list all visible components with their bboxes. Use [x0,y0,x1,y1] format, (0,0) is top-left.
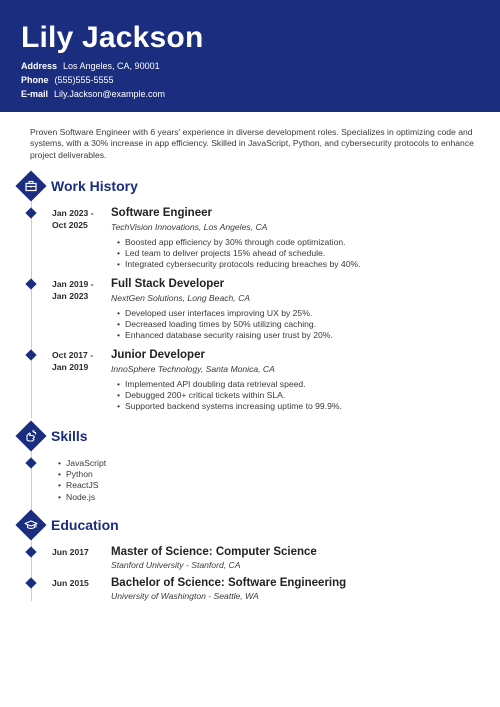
job-title: Full Stack Developer [111,278,225,290]
job-date: Jan 2023 - Oct 2025 [52,208,94,230]
professional-summary: Proven Software Engineer with 6 years' experience in diverse development roles. Specializes in optimizing code and systems, with a 30% increase in app efficiency. Skilled in JavaScript, Python, and cybersecurity protocols to enhance project deliverables. [30,127,474,160]
list-item: • Enhanced database security raising user trust by 20%. [117,330,333,341]
contact-address [21,61,160,72]
list-item: • Implemented API doubling data retrieval speed. [117,379,342,390]
contact-label: Address [21,61,58,71]
timeline-dot [25,577,36,588]
job-company: NextGen Solutions, Long Beach, CA [111,293,251,303]
timeline-dot [25,349,36,360]
contact-label: Phone [21,75,49,85]
list-item: • Debugged 200+ critical tickets within SLA. [117,390,342,401]
school-name: Stanford University - Stanford, CA [111,560,241,570]
timeline-dot [25,207,36,218]
contact-label: E-mail [21,89,49,99]
contact-value: Los Angeles, CA, 90001 [63,61,160,71]
timeline-dot [25,457,36,468]
degree-title: Master of Science: Computer Science [111,546,317,558]
job-company: TechVision Innovations, Los Angeles, CA [111,222,268,232]
timeline-dot [25,546,36,557]
list-item: • ReactJS [58,480,106,491]
list-item: • Developed user interfaces improving UX by 25%. [117,308,333,319]
list-item: • Supported backend systems increasing uptime to 99.9%. [117,401,342,412]
job-date: Jan 2019 - Jan 2023 [52,279,94,301]
list-item: • Integrated cybersecurity protocols reducing breaches by 40%. [117,259,361,270]
section-title-education: Education [51,517,119,533]
job-bullets [117,308,333,342]
candidate-name: Lily Jackson [21,21,204,54]
job-company: InnoSphere Technology, Santa Monica, CA [111,364,275,374]
degree-title: Bachelor of Science: Software Engineering [111,577,347,589]
skills-list [58,458,106,503]
contact-phone [21,75,114,86]
list-item: • Node.js [58,492,106,503]
job-bullets [117,237,361,271]
contact-value: (555)555-5555 [54,75,114,85]
list-item: • Decreased loading times by 50% utilizing caching. [117,319,333,330]
list-item: • Python [58,469,106,480]
school-name: University of Washington - Seattle, WA [111,591,259,601]
briefcase-icon [20,175,42,197]
contact-value: Lily.Jackson@example.com [54,89,166,99]
section-title-work-history: Work History [51,178,138,194]
job-date: Oct 2017 - Jan 2019 [52,350,94,372]
timeline-line [31,186,32,418]
resume-header [0,0,500,112]
hand-puzzle-icon [20,425,42,447]
education-date: Jun 2017 [52,547,89,557]
job-title: Software Engineer [111,207,212,219]
job-bullets [117,379,342,413]
section-title-skills: Skills [51,428,88,444]
timeline-dot [25,278,36,289]
graduation-cap-icon [20,514,42,536]
list-item: • JavaScript [58,458,106,469]
education-date: Jun 2015 [52,578,89,588]
job-title: Junior Developer [111,349,205,361]
contact-email [21,89,165,100]
list-item: • Boosted app efficiency by 30% through code optimization. [117,237,361,248]
list-item: • Led team to deliver projects 15% ahead of schedule. [117,248,361,259]
